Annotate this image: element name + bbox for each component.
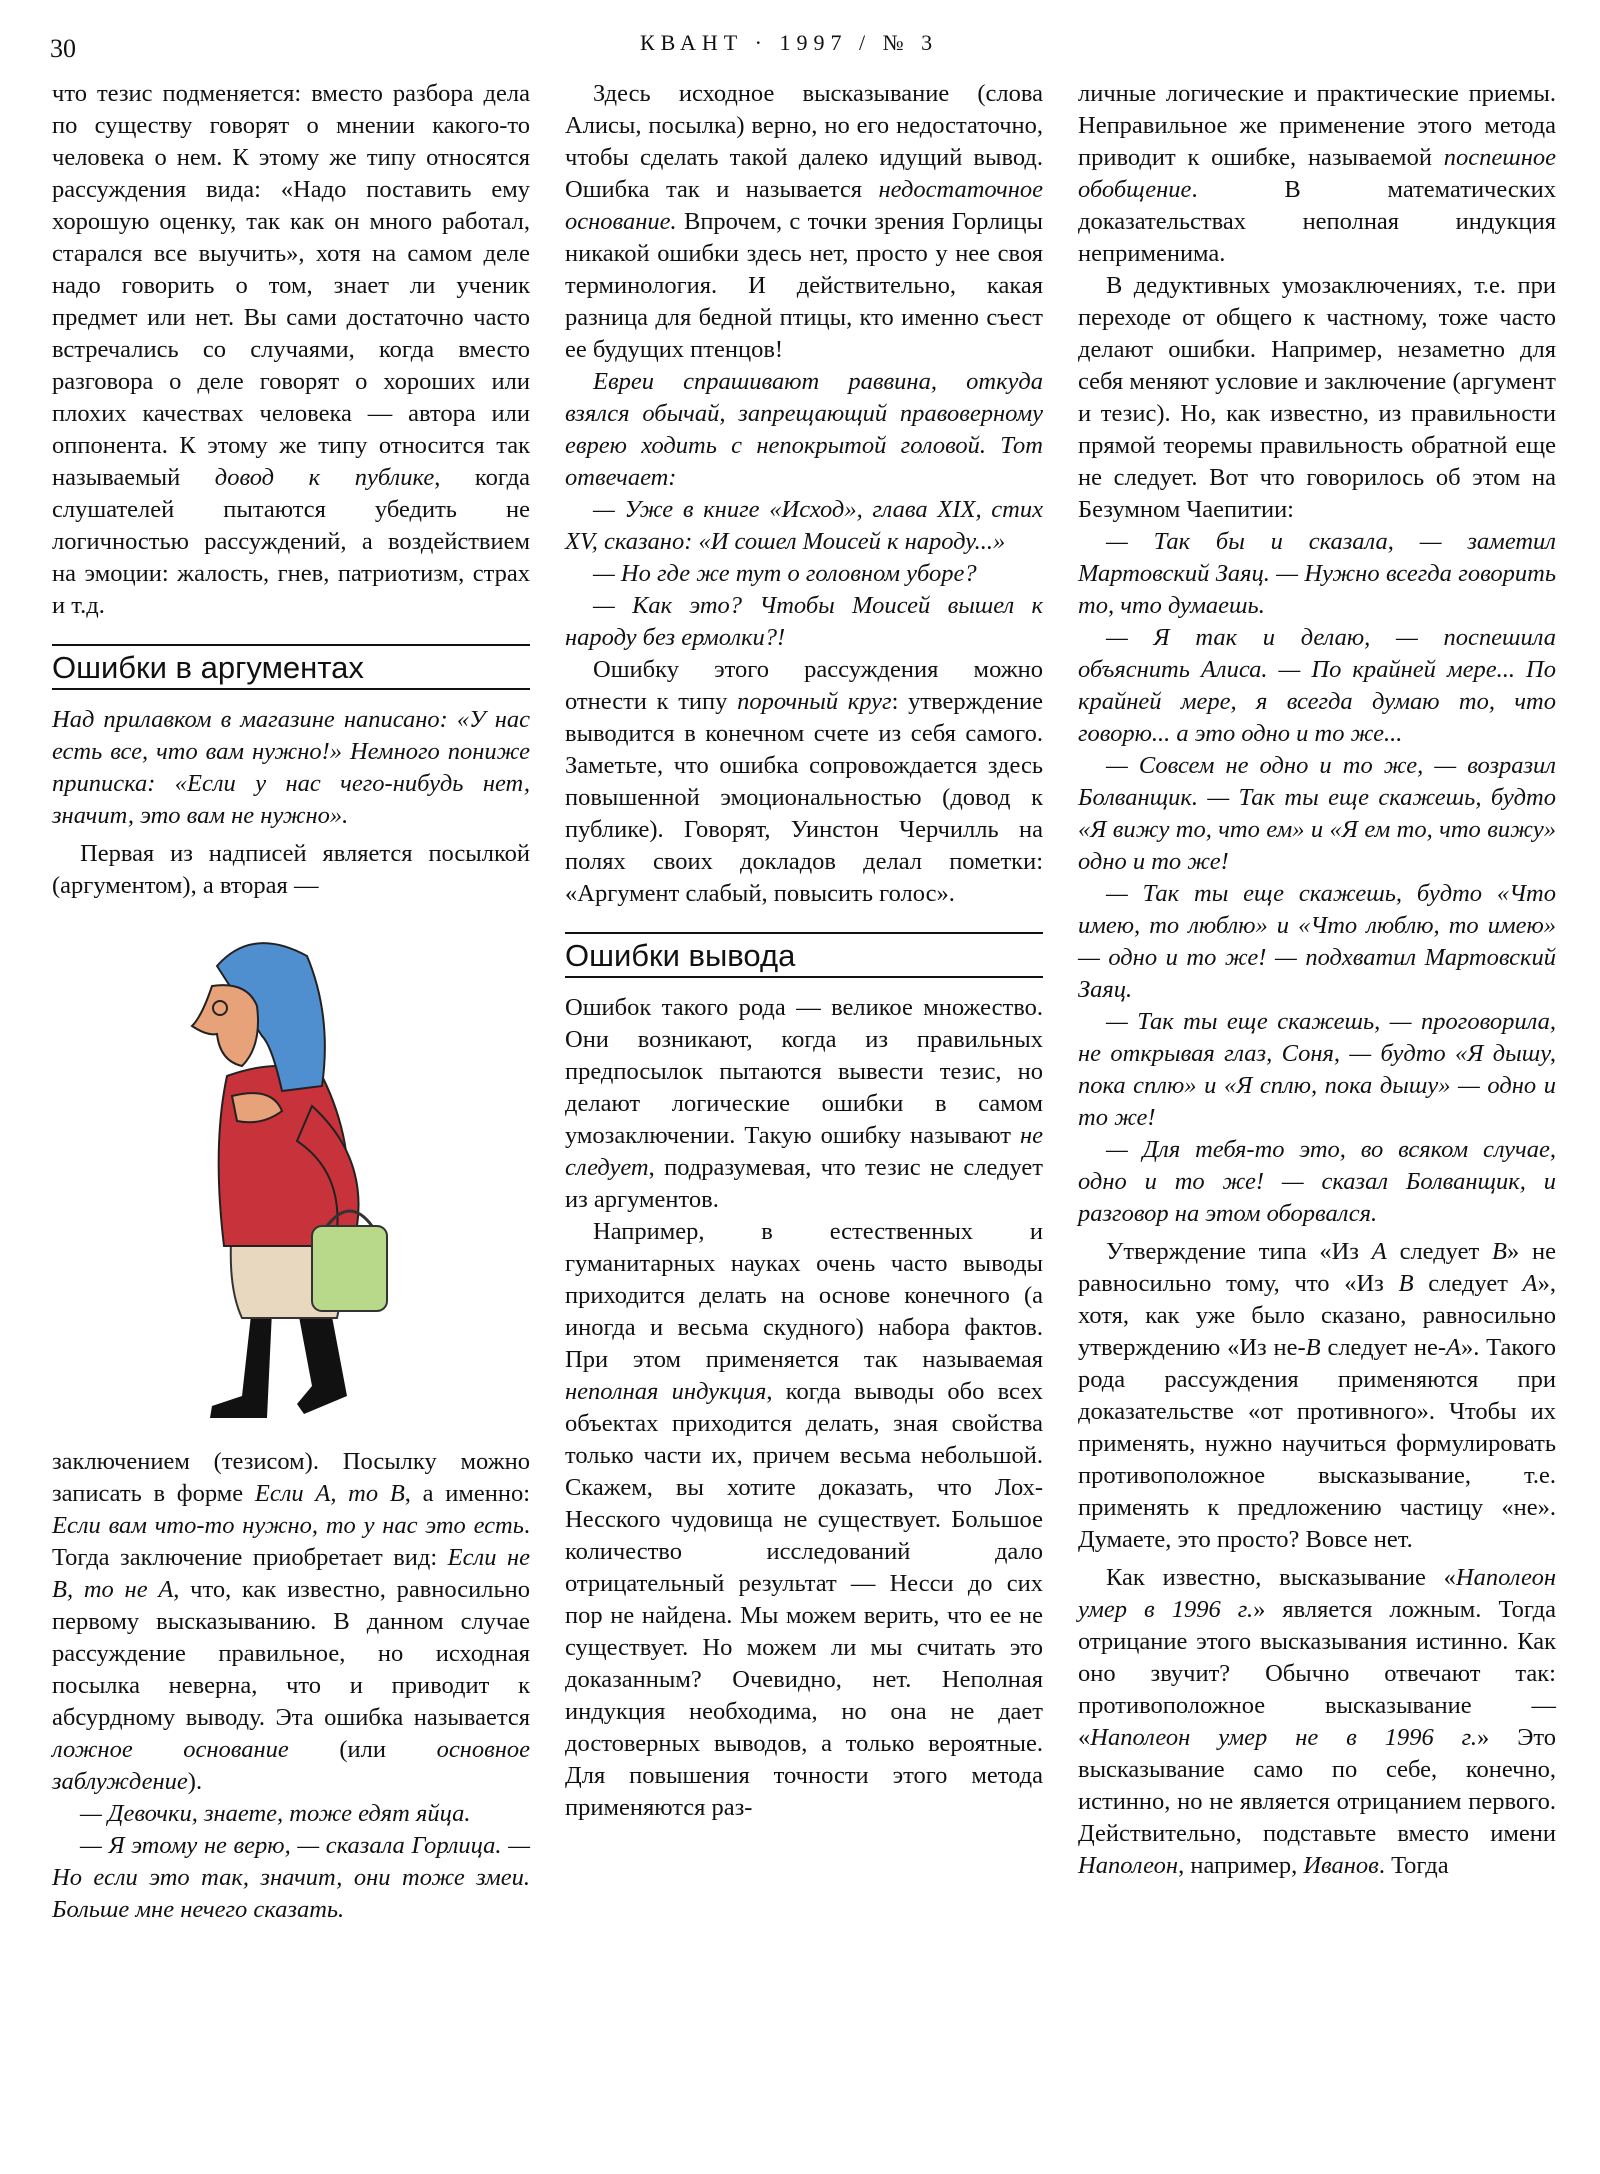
col1-text-before	[52, 78, 530, 622]
text-run: . Тогда заключение приобретает вид:	[52, 1512, 530, 1571]
col1-text-after-heading	[52, 704, 530, 902]
emphasized-text: Если А, то В	[254, 1480, 405, 1507]
paragraph	[52, 78, 530, 622]
paragraph	[565, 366, 1043, 494]
text-run: что тезис подменяется: вместо разбора дела по существу говорят о мнении какого-то человека о нем. К этому же типу относятся рассуждения вида: «Надо поставить ему хорошую оценку, так как он много работал, старался все выучить», хотя на самом деле надо говорить о том, знает ли ученик предмет или нет. Вы сами достаточно часто встречались со случаями, когда вместо разговора о деле говорят о хороших или плохих качествах человека — автора или оппонента. К этому же типу относится так называемый	[52, 80, 530, 491]
paragraph	[565, 558, 1043, 590]
column-2	[565, 78, 1043, 1824]
emphasized-text: А	[1371, 1238, 1387, 1265]
paragraph	[52, 1798, 530, 1830]
emphasized-text: А	[1446, 1334, 1461, 1361]
emphasized-text: Наполеон умер не в 1996 г.	[1090, 1724, 1478, 1751]
text-run: — Я так и делаю, — поспешила объяснить Алиса. — По крайней мере... По крайней мере, я всегда думаю то, что говорю... а это одно и то же...	[1078, 624, 1556, 747]
emphasized-text: В	[1398, 1270, 1414, 1297]
text-run: — Девочки, знаете, тоже едят яйца.	[80, 1800, 471, 1827]
text-run: », хотя, как уже было сказано, равносильно утверждению «Из не-	[1078, 1270, 1556, 1361]
text-run: следует	[1386, 1238, 1492, 1265]
emphasized-text: Если вам что-то нужно, то у нас это есть	[52, 1512, 524, 1539]
text-run: — Я этому не верю, — сказала Горлица. — Но если это так, значит, они тоже змеи. Больше мне нечего сказать.	[52, 1832, 530, 1923]
section-heading-inference-errors: Ошибки вывода	[565, 932, 1043, 978]
text-run: — Совсем не одно и то же, — возразил Болванщик. — Так ты еще скажешь, будто «Я вижу то, что ем» и «Я ем то, что вижу» одно и то же!	[1078, 752, 1556, 875]
section-heading-argument-errors: Ошибки в аргументах	[52, 644, 530, 690]
emphasized-text: довод к публике	[214, 464, 435, 491]
page-number: 30	[50, 34, 76, 63]
emphasized-text: поспешное обобщение	[1078, 144, 1556, 203]
paragraph	[1078, 1236, 1556, 1556]
text-run: следует	[1413, 1270, 1523, 1297]
text-run: . В математических доказательствах неполная индукция неприменима.	[1078, 176, 1556, 267]
paragraph	[1078, 622, 1556, 750]
paragraph	[565, 494, 1043, 558]
emphasized-text: недостаточное основание.	[565, 176, 1043, 235]
text-run: — Как это? Чтобы Моисей вышел к народу без ермолки?!	[565, 592, 1043, 651]
column-3	[1078, 78, 1556, 1882]
text-run: Евреи спрашивают раввина, откуда взялся обычай, запрещающий правоверному еврею ходить с непокрытой головой. Тот отвечает:	[565, 368, 1043, 491]
text-run: — Уже в книге «Исход», глава XIX, стих XV, сказано: «И сошел Моисей к народу...»	[565, 496, 1043, 555]
paragraph	[52, 838, 530, 902]
col1-text-after-image	[52, 1446, 530, 1926]
paragraph	[565, 590, 1043, 654]
text-run: Утверждение типа «Из	[1106, 1238, 1372, 1265]
text-run: Ошибку этого рассуждения можно отнести к типу	[565, 656, 1043, 715]
paragraph	[52, 1446, 530, 1798]
emphasized-text: ложное основание	[52, 1736, 289, 1763]
text-run: ).	[187, 1768, 203, 1795]
emphasized-text: В	[1492, 1238, 1507, 1265]
paragraph	[52, 704, 530, 832]
text-run: — Для тебя-то это, во всяком случае, одно и то же! — сказал Болванщик, и разговор на этом оборвался.	[1078, 1136, 1556, 1227]
text-run: » Это высказывание само по себе, конечно, истинно, но не является отрицанием первого. Действительно, подставьте вместо имени	[1078, 1724, 1556, 1847]
text-run: , а именно:	[404, 1480, 530, 1507]
text-run: : утверждение выводится в конечном счете из себя самого. Заметьте, что ошибка сопровождается здесь повышенной эмоциональностью (довод к публике). Говорят, Уинстон Черчилль на полях своих докладов делал пометки: «Аргумент слабый, повысить голос».	[565, 688, 1043, 907]
emphasized-text: А	[1522, 1270, 1538, 1297]
text-run: (или	[288, 1736, 437, 1763]
paragraph	[1078, 78, 1556, 270]
text-run: Первая из надписей является посылкой (аргументом), а вторая —	[52, 840, 530, 899]
paragraph	[1078, 526, 1556, 622]
paragraph	[565, 1216, 1043, 1824]
text-run: следует не-	[1320, 1334, 1447, 1361]
text-run: ». Такого рода рассуждения применяются при доказательстве «от противного». Чтобы их применять, нужно научиться формулировать противоположное высказывание, т.е. применять к предложению частицу «не». Думаете, это просто? Вовсе нет.	[1078, 1334, 1556, 1553]
text-run: Над прилавком в магазине написано: «У нас есть все, что вам нужно!» Немного пониже приписка: «Если у нас чего-нибудь нет, значит, это вам не нужно».	[52, 706, 530, 829]
paragraph	[1078, 270, 1556, 526]
illustration-woman-with-bag	[52, 906, 530, 1436]
text-run: — Так ты еще скажешь, — проговорила, не открывая глаз, Соня, — будто «Я дышу, пока сплю» и «Я сплю, пока дышу» — одно и то же!	[1078, 1008, 1556, 1131]
text-run: . Тогда	[1378, 1852, 1449, 1879]
emphasized-text: не следует	[565, 1122, 1043, 1181]
text-run: Как известно, высказывание «	[1106, 1564, 1456, 1591]
emphasized-text: Иванов	[1303, 1852, 1379, 1879]
emphasized-text: порочный круг	[737, 688, 892, 715]
text-run: Например, в естественных и гуманитарных науках очень часто выводы приходится делать на основе конечного (а иногда и весьма скудного) набора фактов. При этом применяется так называемая	[565, 1218, 1043, 1373]
emphasized-text: В	[1305, 1334, 1321, 1361]
text-run: В дедуктивных умозаключениях, т.е. при переходе от общего к частному, тоже часто делают ошибки. Например, незаметно для себя меняют условие и заключение (аргумент и тезис). Но, как известно, из правильности прямой теоремы правильность обратной еще не следует. Вот что говорилось об этом на Безумном Чаепитии:	[1078, 272, 1556, 523]
text-run: заключением (тезисом). Посылку можно записать в форме	[52, 1448, 530, 1507]
text-run: » является ложным. Тогда отрицание этого высказывания истинно. Как оно звучит? Обычно отвечают так: противоположное высказывание — «	[1078, 1596, 1556, 1751]
paragraph	[1078, 1134, 1556, 1230]
text-run: , что, как известно, равносильно первому высказыванию. В данном случае рассуждение правильное, но исходная посылка неверна, что и приводит к абсурдному выводу. Эта ошибка называется	[52, 1576, 530, 1731]
text-run: , подразумевая, что тезис не следует из аргументов.	[565, 1154, 1043, 1213]
emphasized-text: Если не В, то не А	[52, 1544, 530, 1603]
col2-text-after-heading	[565, 992, 1043, 1824]
text-run: » не равносильно тому, что «Из	[1078, 1238, 1557, 1297]
emphasized-text: Наполеон умер в 1996 г.	[1078, 1564, 1556, 1623]
paragraph	[1078, 1006, 1556, 1134]
text-run: Впрочем, с точки зрения Горлицы никакой ошибки здесь нет, просто у нее своя терминология. И действительно, какая разница для бедной птицы, кто именно съест ее будущих птенцов!	[565, 208, 1043, 363]
text-run: личные логические и практические приемы. Неправильное же применение этого метода приводит к ошибке, называемой	[1078, 80, 1556, 171]
paragraph	[565, 654, 1043, 910]
emphasized-text: Наполеон	[1078, 1852, 1179, 1879]
text-run: Здесь исходное высказывание (слова Алисы, посылка) верно, но его недостаточно, чтобы сделать такой далеко идущий вывод. Ошибка так и называется	[565, 80, 1043, 203]
paragraph	[565, 992, 1043, 1216]
col3-text	[1078, 78, 1556, 1882]
text-run: , когда выводы обо всех объектах приходится делать, зная свойства только части их, причем весьма небольшой. Скажем, вы хотите доказать, что Лох-Несского чудовища не существует. Большое количество исследований дало отрицательный результат — Несси до сих пор не найдена. Мы можем верить, что ее не существует. Но можем ли мы считать это доказанным? Очевидно, нет. Неполная индукция необходима, но она не дает достоверных выводов, а только вероятные. Для повышения точности этого метода применяются раз-	[565, 1378, 1044, 1821]
text-run: Ошибок такого рода — великое множество. Они возникают, когда из правильных предпосылок пытаются вывести тезис, но делают логические ошибки в самом умозаключении. Такую ошибку называют	[565, 994, 1043, 1149]
running-title: КВАНТ · 1997 / № 3	[640, 30, 939, 55]
text-run: , когда слушателей пытаются убедить не логичностью рассуждений, а воздействием на эмоции: жалость, гнев, патриотизм, страх и т.д.	[52, 464, 531, 619]
paragraph	[1078, 1562, 1556, 1882]
text-run: — Так ты еще скажешь, будто «Что имею, то люблю» и «Что люблю, то имею» — одно и то же! — подхватил Мартовский Заяц.	[1078, 880, 1556, 1003]
text-run: , например,	[1178, 1852, 1304, 1879]
paragraph	[1078, 878, 1556, 1006]
text-run: — Но где же тут о головном уборе?	[593, 560, 977, 587]
emphasized-text: основное заблуждение	[52, 1736, 531, 1795]
text-run: — Так бы и сказала, — заметил Мартовский Заяц. — Нужно всегда говорить то, что думаешь.	[1078, 528, 1556, 619]
col2-text-before	[565, 78, 1043, 910]
paragraph	[1078, 750, 1556, 878]
paragraph	[52, 1830, 530, 1926]
paragraph	[565, 78, 1043, 366]
column-1	[52, 78, 530, 1926]
emphasized-text: неполная индукция	[565, 1378, 767, 1405]
